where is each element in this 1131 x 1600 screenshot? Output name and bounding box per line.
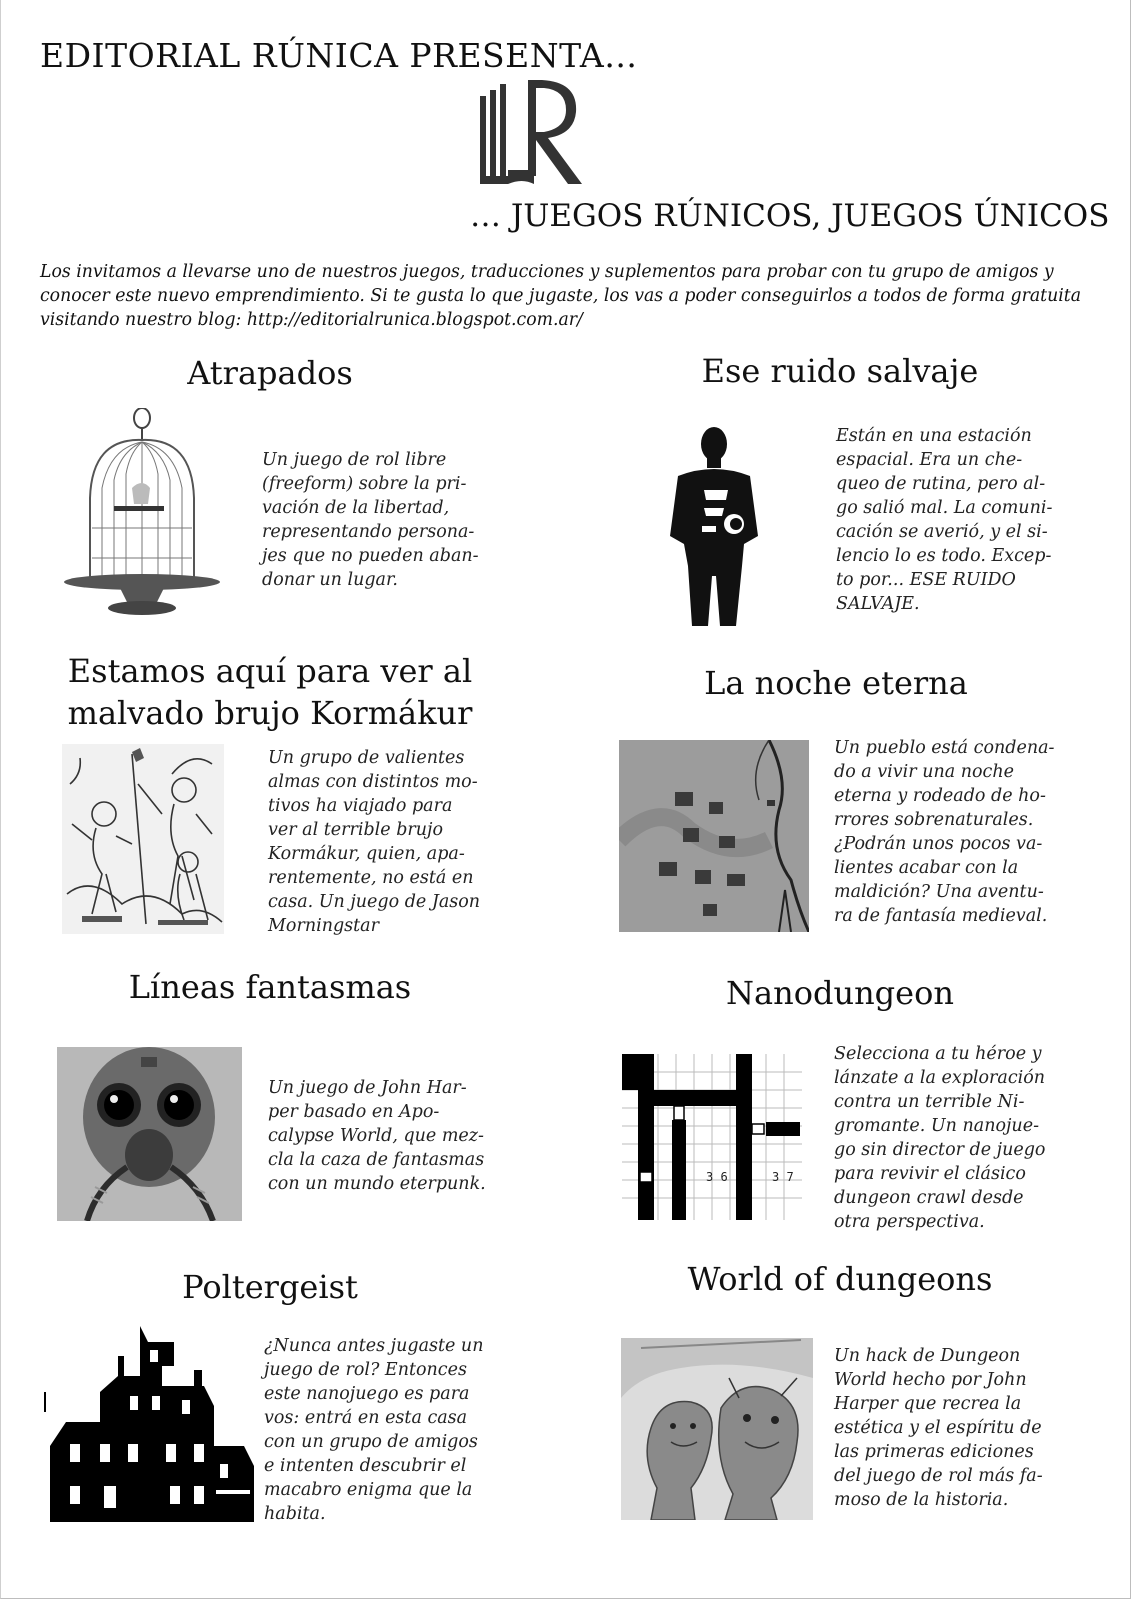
game-desc-la-noche-eterna: Un pueblo está condena- do a vivir una noche eterna y rodeado de ho- rrores sobrenaturales. ¿Podrán unos pocos va- lientes acabar con la maldición? Una aventu- ra de fantasía medieval. bbox=[834, 738, 1055, 926]
game-title-poltergeist: Poltergeist bbox=[182, 1268, 358, 1306]
game-desc-ese-ruido-salvaje: Están en una estación espacial. Era un che- queo de rutina, pero al- go salió mal. La comuni- cación se averió, y el si- lencio lo es todo. Excep- to por... ESE RUIDO SALVAJE. bbox=[836, 426, 1053, 614]
grid-label-37: 3 7 bbox=[772, 1170, 794, 1184]
game-title-world-of-dungeons: World of dungeons bbox=[687, 1260, 993, 1298]
game-desc-nanodungeon: Selecciona a tu héroe y lánzate a la exploración contra un terrible Ni- gromante. Un nanojue- go sin director de juego para revivir el clásico dungeon crawl desde otra perspectiva. bbox=[834, 1044, 1046, 1232]
haunted-house-silhouette-icon bbox=[44, 1326, 260, 1522]
editorial-runica-logo-icon bbox=[478, 78, 586, 188]
game-desc-poltergeist: ¿Nunca antes jugaste un juego de rol? Entonces este nanojuego es para vos: entrá en esta casa con un grupo de amigos e intenten descubrir el macabro enigma que la habita. bbox=[264, 1336, 484, 1524]
game-title-kormakur: Estamos aquí para ver al malvado brujo Kormákur bbox=[67, 652, 473, 732]
gas-mask-icon bbox=[57, 1047, 242, 1221]
astronaut-silhouette-icon bbox=[664, 426, 764, 634]
game-desc-kormakur: Un grupo de valientes almas con distintos mo- tivos ha viajado para ver al terrible brujo Kormákur, quien, apa- rentemente, no está en casa. Un juego de Jason Morningstar bbox=[268, 748, 481, 936]
game-title-lineas-fantasmas: Líneas fantasmas bbox=[128, 968, 412, 1006]
goblins-sketch-icon bbox=[621, 1338, 813, 1520]
game-desc-world-of-dungeons: Un hack de Dungeon World hecho por John Harper que recrea la estética y el espíritu de las primeras ediciones del juego de rol más fa- moso de la historia. bbox=[834, 1346, 1043, 1510]
birdcage-icon bbox=[62, 408, 222, 620]
intro-paragraph: Los invitamos a llevarse uno de nuestros juegos, traducciones y suplementos para probar con tu grupo de amigos y conocer este nuevo emprendimiento. Si te gusta lo que jugaste, los vas a poder conseguirlos a todos de forma gratuita visitando nuestro blog: http://editorialrunica.blogspot.com.ar/ bbox=[40, 262, 1081, 330]
slogan: … JUEGOS RÚNICOS, JUEGOS ÚNICOS bbox=[470, 198, 1110, 234]
game-desc-lineas-fantasmas: Un juego de John Har- per basado en Apo- calypse World, que mez- cla la caza de fantasmas con un mundo eterpunk. bbox=[268, 1078, 486, 1194]
game-title-nanodungeon: Nanodungeon bbox=[726, 974, 954, 1012]
medieval-woodcut-battle-icon bbox=[62, 744, 224, 934]
game-title-ese-ruido-salvaje: Ese ruido salvaje bbox=[701, 352, 979, 390]
grid-label-36: 3 6 bbox=[706, 1170, 728, 1184]
dungeon-grid-map-icon bbox=[622, 1054, 802, 1220]
village-map-icon bbox=[619, 740, 809, 932]
game-desc-atrapados: Un juego de rol libre (freeform) sobre la pri- vación de la libertad, representando persona- jes que no pueden aban- donar un lugar. bbox=[262, 450, 479, 590]
game-title-atrapados: Atrapados bbox=[187, 354, 353, 392]
page-title: EDITORIAL RÚNICA PRESENTA… bbox=[40, 36, 638, 75]
game-title-la-noche-eterna: La noche eterna bbox=[704, 664, 968, 702]
